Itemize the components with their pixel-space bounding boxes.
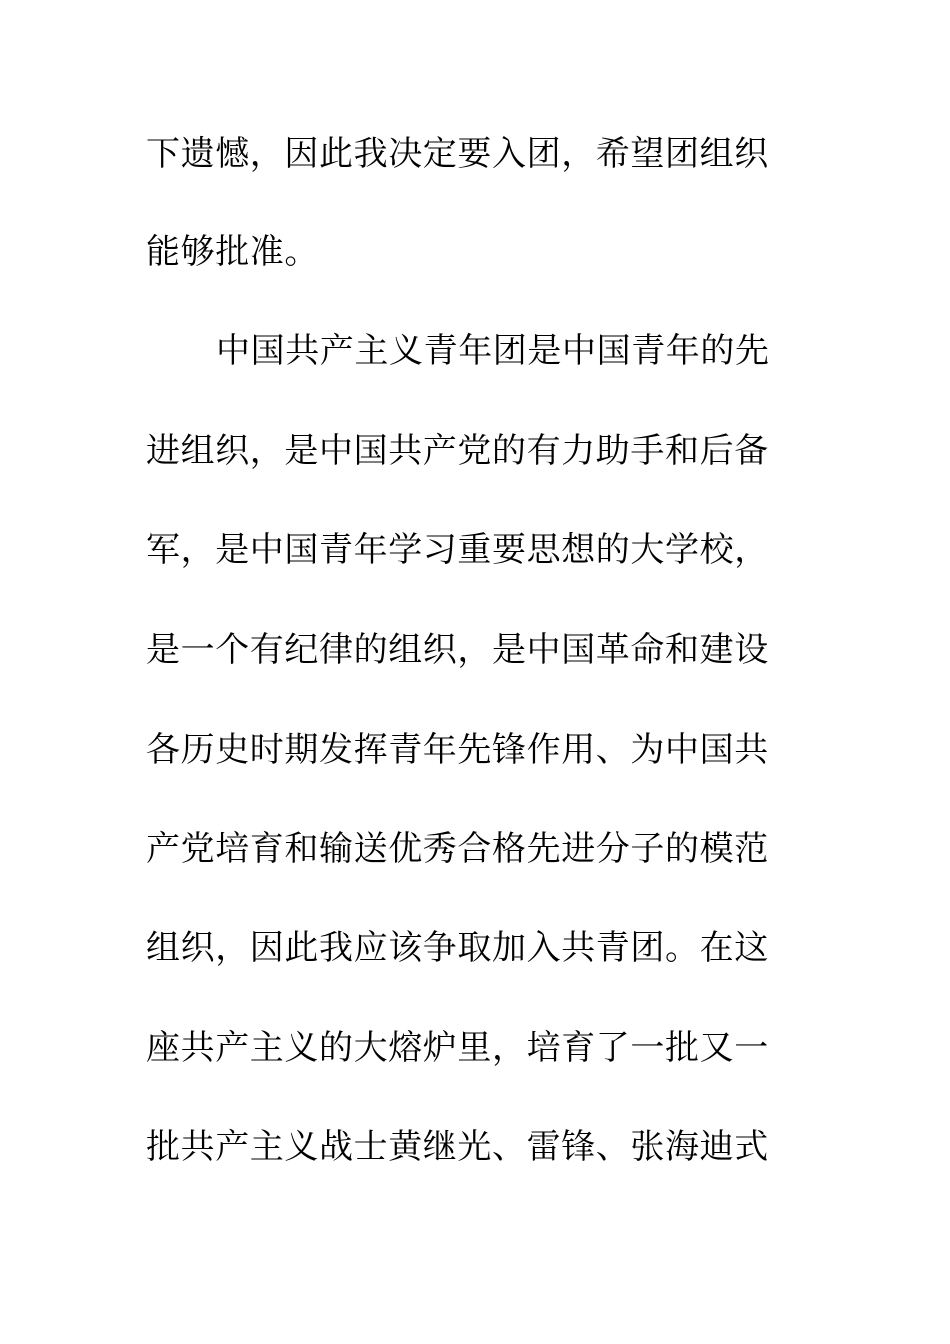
text-line-1: 下遗憾，因此我决定要入团，希望团组织 [146, 134, 769, 174]
text-line-9: 组织，因此我应该争取加入共青团。在这 [146, 928, 769, 968]
text-line-6: 是一个有纪律的组织，是中国革命和建设 [146, 630, 769, 670]
text-line-2: 能够批准。 [146, 232, 319, 272]
text-line-4: 进组织，是中国共产党的有力助手和后备 [146, 431, 769, 471]
text-line-11: 批共产主义战士黄继光、雷锋、张海迪式 [146, 1127, 769, 1167]
text-line-8: 产党培育和输送优秀合格先进分子的模范 [146, 829, 769, 869]
text-line-7: 各历史时期发挥青年先锋作用、为中国共 [146, 730, 769, 770]
paragraph-start-line: 中国共产主义青年团是中国青年的先 [216, 331, 770, 371]
text-line-5: 军，是中国青年学习重要思想的大学校， [146, 530, 769, 570]
text-line-10: 座共产主义的大熔炉里，培育了一批又一 [146, 1028, 769, 1068]
